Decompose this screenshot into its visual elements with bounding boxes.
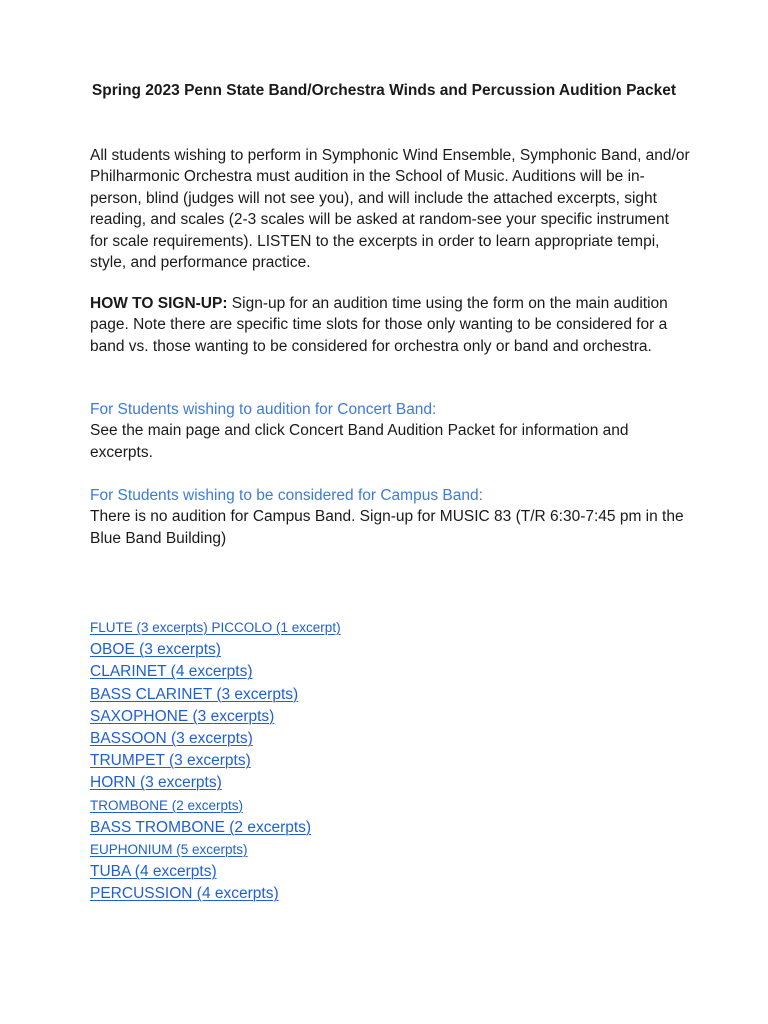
list-item xyxy=(90,750,690,772)
list-item xyxy=(90,883,690,905)
signup-paragraph xyxy=(90,293,690,357)
list-item xyxy=(90,795,690,817)
signup-text: Sign-up for an audition time using the form on the main audition page. Note there are specific time slots for those only wanting to be considered for a band vs. those wanting to be considered for orchestra only or band and orchestra. xyxy=(90,295,668,355)
list-item xyxy=(90,772,690,794)
document-title: Spring 2023 Penn State Band/Orchestra Winds and Percussion Audition Packet xyxy=(91,82,677,99)
clarinet-link[interactable]: CLARINET (4 excerpts) xyxy=(90,663,253,681)
horn-link[interactable]: HORN (3 excerpts) xyxy=(90,774,222,792)
campus-band-text: There is no audition for Campus Band. Sign-up for MUSIC 83 (T/R 6:30-7:45 pm in the Blue Band Building) xyxy=(90,508,684,547)
list-item xyxy=(90,617,690,639)
bassoon-link[interactable]: BASSOON (3 excerpts) xyxy=(90,729,253,747)
concert-band-section xyxy=(90,399,690,463)
trombone-link[interactable]: TROMBONE (2 excerpts) xyxy=(90,797,244,813)
instrument-link-list xyxy=(90,617,690,905)
bass-trombone-link[interactable]: BASS TROMBONE (2 excerpts) xyxy=(90,818,312,836)
saxophone-link[interactable]: SAXOPHONE (3 excerpts) xyxy=(90,707,275,725)
list-item xyxy=(90,661,690,683)
percussion-link[interactable]: PERCUSSION (4 excerpts) xyxy=(90,885,279,903)
bass-clarinet-link[interactable]: BASS CLARINET (3 excerpts) xyxy=(90,685,299,703)
trumpet-link[interactable]: TRUMPET (3 excerpts) xyxy=(90,752,251,770)
campus-band-section xyxy=(90,485,690,549)
concert-band-text: See the main page and click Concert Band Audition Packet for information and excerpts. xyxy=(90,422,629,461)
list-item xyxy=(90,861,690,883)
oboe-link[interactable]: OBOE (3 excerpts) xyxy=(90,641,221,659)
list-item xyxy=(90,706,690,728)
list-item xyxy=(90,684,690,706)
concert-band-heading: For Students wishing to audition for Concert Band: xyxy=(90,401,437,418)
list-item xyxy=(90,839,690,861)
list-item xyxy=(90,728,690,750)
tuba-link[interactable]: TUBA (4 excerpts) xyxy=(90,863,217,881)
campus-band-heading: For Students wishing to be considered for Campus Band: xyxy=(90,487,483,504)
list-item xyxy=(90,817,690,839)
signup-label: HOW TO SIGN-UP: xyxy=(90,295,228,312)
list-item xyxy=(90,639,690,661)
euphonium-link[interactable]: EUPHONIUM (5 excerpts) xyxy=(90,841,248,857)
flute-piccolo-link[interactable]: FLUTE (3 excerpts) PICCOLO (1 excerpt) xyxy=(90,620,341,635)
intro-paragraph: All students wishing to perform in Symphonic Wind Ensemble, Symphonic Band, and/or Philharmonic Orchestra must audition in the School of Music. Auditions will be in-person, blind (judges will not see you), and will include the attached excerpts, sight reading, and scales (2-3 scales will be asked at random-see your specific instrument for scale requirements). LISTEN to the excerpts in order to learn appropriate tempi, style, and performance practice. xyxy=(90,147,690,272)
